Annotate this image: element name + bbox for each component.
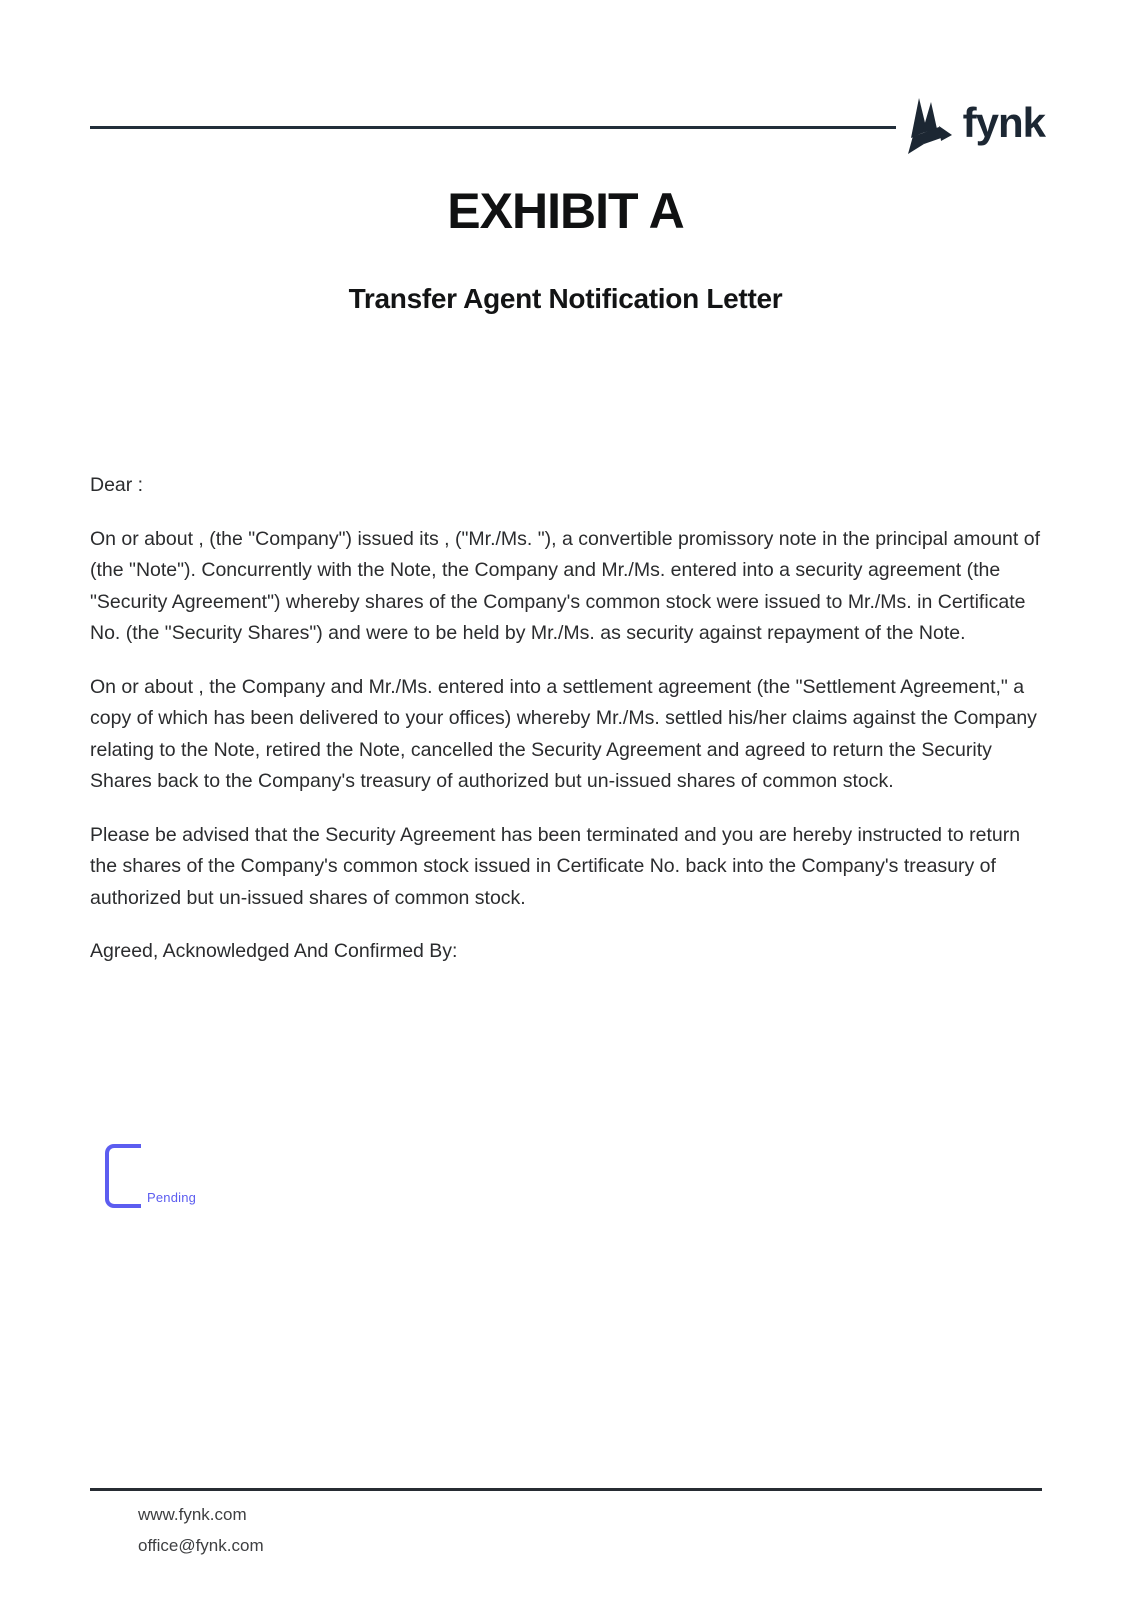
salutation: Dear :: [90, 474, 144, 496]
footer-contact: [138, 1499, 264, 1561]
footer-website: www.fynk.com: [138, 1505, 247, 1524]
paragraph-3: Please be advised that the Security Agreement has been terminated and you are hereby instructed to return the shares of the Company's common stock issued in Certificate No. back into the Company's treasury of authorized but un-issued shares of common stock.: [90, 823, 1021, 909]
page-title: EXHIBIT A: [447, 183, 684, 239]
page-subtitle: Transfer Agent Notification Letter: [348, 283, 783, 314]
footer-divider: [90, 1488, 1042, 1491]
footer-email: office@fynk.com: [138, 1536, 264, 1555]
signature-status-badge: Pending: [147, 1190, 197, 1205]
signature-bracket-icon: [105, 1144, 141, 1208]
origami-bird-icon: [905, 98, 953, 154]
signature-field[interactable]: [105, 1144, 195, 1210]
fynk-logo: [905, 98, 1045, 154]
paragraph-2: On or about , the Company and Mr./Ms. entered into a settlement agreement (the "Settlement Agreement," a copy of which has been delivered to your offices) whereby Mr./Ms. settled his/her claims against the Company relating to the Note, retired the Note, cancelled the Security Agreement and agreed to return the Security Shares back to the Company's treasury of authorized but un-issued shares of common stock.: [90, 675, 1037, 792]
logo-wordmark: fynk: [962, 99, 1045, 146]
header-divider: [90, 126, 896, 129]
paragraph-1: On or about , (the "Company") issued its , ("Mr./Ms. "), a convertible promissory note in the principal amount of (the "Note"). Concurrently with the Note, the Company and Mr./Ms. entered into a security agreement (the "Security Agreement") whereby shares of the Company's common stock were issued to Mr./Ms. in Certificate No. (the "Security Shares") and were to be held by Mr./Ms. as security against repayment of the Note.: [90, 527, 1040, 644]
closing-line: Agreed, Acknowledged And Confirmed By:: [90, 940, 458, 962]
letter-body: [90, 470, 1042, 990]
